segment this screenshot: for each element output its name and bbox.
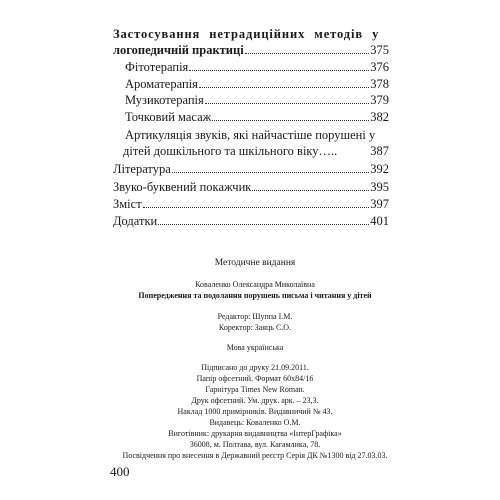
toc-subentry [125, 92, 389, 108]
toc-entry-page: 401 [370, 214, 389, 228]
toc-entry [113, 161, 389, 177]
edition-type: Методичне видання [214, 258, 296, 268]
toc-entry-label: Музикотерапія [125, 93, 204, 107]
toc-leader [245, 42, 370, 54]
book-title: Попередження та подолання порушень письма і читання у дітей [138, 291, 372, 300]
toc-entry-label: Зміст [113, 197, 142, 211]
toc-leader [199, 76, 369, 88]
toc-entry-page: 395 [370, 180, 389, 194]
manufacturer-address: 36008, м. Полтава, вул. Кагамлика, 78. [189, 440, 321, 449]
toc-subentry [123, 143, 389, 159]
toc-entry-label: дітей дошкільного та шкільного віку….. [123, 144, 338, 158]
toc-entry-page: 397 [370, 197, 389, 211]
toc-leader [205, 92, 369, 104]
language-note: Мова українська [226, 343, 284, 352]
toc-entry-label: логопедичній практиці [113, 43, 244, 57]
print-info: Друк офсетний. Ум. друк. арк. – 23,3. [191, 396, 319, 405]
typeface-note: Гарнітура Times New Roman. [205, 385, 305, 394]
toc-entry-page: 387 [370, 144, 389, 158]
toc-subentry [125, 59, 389, 75]
toc-entry [113, 42, 389, 58]
toc-entry [113, 179, 389, 195]
toc-leader [172, 161, 369, 173]
toc-subentry [125, 76, 389, 92]
print-run: Наклад 1000 примірників. Видавничий № 43. [177, 407, 333, 416]
toc-entry-page: 382 [370, 110, 389, 124]
toc-subentry [125, 109, 389, 125]
manufacturer-note: Виготівник: друкарня видавництва «ІнтерГрафіка» [168, 429, 342, 438]
toc-leader [252, 179, 369, 191]
author-name: Коваленко Олександра Миколаївна [195, 280, 315, 289]
toc-entry-label: Точковий масаж [125, 110, 212, 124]
toc-entry-page: 379 [370, 93, 389, 107]
toc-entry-page: 375 [370, 43, 389, 57]
toc-entry-page: 392 [370, 162, 389, 176]
toc-entry-label: Додатки [113, 214, 158, 228]
toc-leader [158, 213, 369, 225]
toc-entry-label: Звуко-буквений покажчик [113, 180, 252, 194]
editor-credit: Редактор: Шуппа І.М. [217, 312, 293, 321]
corrector-credit: Коректор: Заяць С.О. [218, 323, 292, 332]
toc-entry-label: Література [113, 162, 171, 176]
toc-leader [212, 109, 369, 121]
toc-leader [189, 59, 369, 71]
toc-entry-page: 378 [370, 77, 389, 91]
toc-entry-label: Ароматерапія [125, 77, 198, 91]
paper-format: Папір офсетний. Формат 60х84/16 [196, 374, 314, 383]
toc-entry-title-line1: Застосування нетрадиційних методів у [113, 27, 380, 41]
signed-date: Підписано до друку 21.09.2011. [201, 363, 309, 372]
toc-entry-label: Фітотерапія [125, 60, 189, 74]
toc-subentry-line1: Артикуляція звуків, які найчастіше порушені у [125, 128, 376, 142]
toc-entry-page: 376 [370, 60, 389, 74]
toc-leader [143, 196, 370, 208]
page-number: 400 [110, 464, 130, 479]
registry-certificate: Посвідчення про внесення в Державний реєстр Серія ДК №1300 від 27.03.03. [122, 451, 388, 460]
toc-entry [113, 196, 389, 212]
publisher-note: Видавець: Коваленко О.М. [209, 418, 301, 427]
toc-entry [113, 213, 389, 229]
